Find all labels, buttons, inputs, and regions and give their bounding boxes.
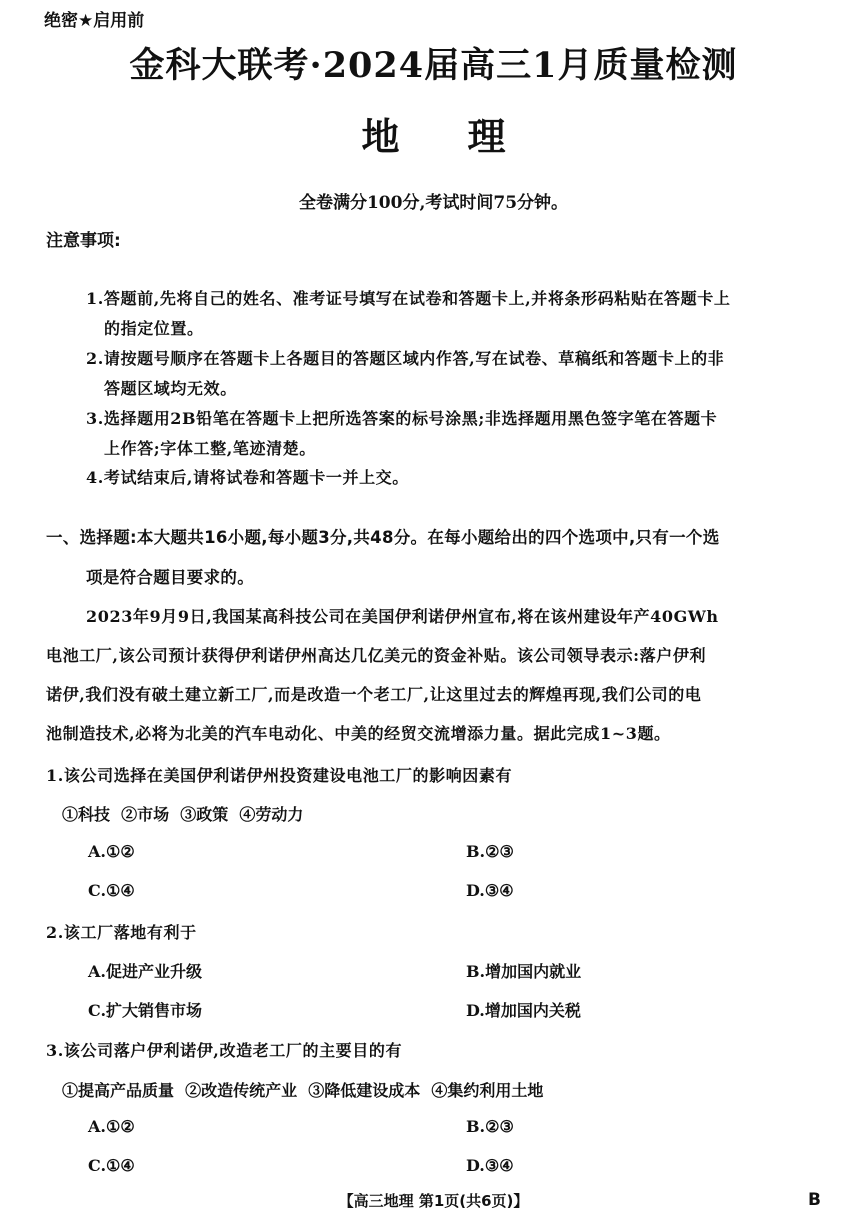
- notice-line: 2.请按题号顺序在答题卡上各题目的答题区域内作答,写在试卷、草稿纸和答题卡上的非: [86, 349, 725, 368]
- option-a: A.促进产业升级: [88, 962, 202, 981]
- option-d: D.③④: [466, 881, 514, 900]
- question-factors: ①科技 ②市场 ③政策 ④劳动力: [62, 805, 304, 824]
- option-d: D.增加国内关税: [466, 1001, 581, 1020]
- option-b: B.②③: [466, 842, 514, 861]
- notice-line: 答题区域均无效。: [104, 379, 237, 398]
- question-stem: 2.该工厂落地有利于: [46, 923, 197, 942]
- section-heading-cont: 项是符合题目要求的。: [86, 568, 254, 587]
- passage-line: 诺伊,我们没有破土建立新工厂,而是改造一个老工厂,让这里过去的辉煌再现,我们公司的电: [46, 685, 702, 704]
- subject-title: [0, 106, 867, 161]
- notice-line: 1.答题前,先将自己的姓名、准考证号填写在试卷和答题卡上,并将条形码粘贴在答题卡上: [86, 289, 731, 308]
- question-stem: 1.该公司选择在美国伊利诺伊州投资建设电池工厂的影响因素有: [46, 766, 513, 785]
- page-footer: 【高三地理 第1页(共6页)】: [338, 1192, 529, 1210]
- option-b: B.②③: [466, 1117, 514, 1136]
- passage-line: 电池工厂,该公司预计获得伊利诺伊州高达几亿美元的资金补贴。该公司领导表示:落户伊利: [46, 646, 707, 665]
- full-mark-note: 全卷满分100分,考试时间75分钟。: [298, 193, 569, 213]
- secret-label: 绝密★启用前: [44, 11, 145, 31]
- paper-version: B: [808, 1190, 821, 1210]
- notice-line: 的指定位置。: [104, 319, 204, 338]
- notice-line: 3.选择题用2B铅笔在答题卡上把所选答案的标号涂黑;非选择题用黑色签字笔在答题卡: [86, 409, 718, 428]
- section-heading: 一、选择题:本大题共16小题,每小题3分,共48分。在每小题给出的四个选项中,只有一个选: [46, 528, 720, 547]
- subject-char-1: 地: [361, 114, 400, 159]
- passage-line: 池制造技术,必将为北美的汽车电动化、中美的经贸交流增添力量。据此完成1~3题。: [46, 724, 671, 743]
- option-c: C.①④: [88, 881, 135, 900]
- passage-line: 2023年9月9日,我国某高科技公司在美国伊利诺伊州宣布,将在该州建设年产40GWh: [86, 607, 719, 626]
- option-a: A.①②: [88, 842, 135, 861]
- notice-line: 4.考试结束后,请将试卷和答题卡一并上交。: [86, 468, 409, 487]
- notice-line: 上作答;字体工整,笔迹清楚。: [104, 439, 316, 458]
- option-c: C.①④: [88, 1156, 135, 1175]
- option-c: C.扩大销售市场: [88, 1001, 203, 1020]
- question-stem: 3.该公司落户伊利诺伊,改造老工厂的主要目的有: [46, 1041, 403, 1060]
- option-d: D.③④: [466, 1156, 514, 1175]
- question-factors: ①提高产品质量 ②改造传统产业 ③降低建设成本 ④集约利用土地: [62, 1081, 544, 1100]
- option-b: B.增加国内就业: [466, 962, 582, 981]
- notice-heading: 注意事项:: [46, 231, 121, 251]
- subject-char-2: 理: [467, 114, 506, 159]
- option-a: A.①②: [88, 1117, 135, 1136]
- exam-title: 金科大联考·2024届高三1月质量检测: [129, 45, 738, 86]
